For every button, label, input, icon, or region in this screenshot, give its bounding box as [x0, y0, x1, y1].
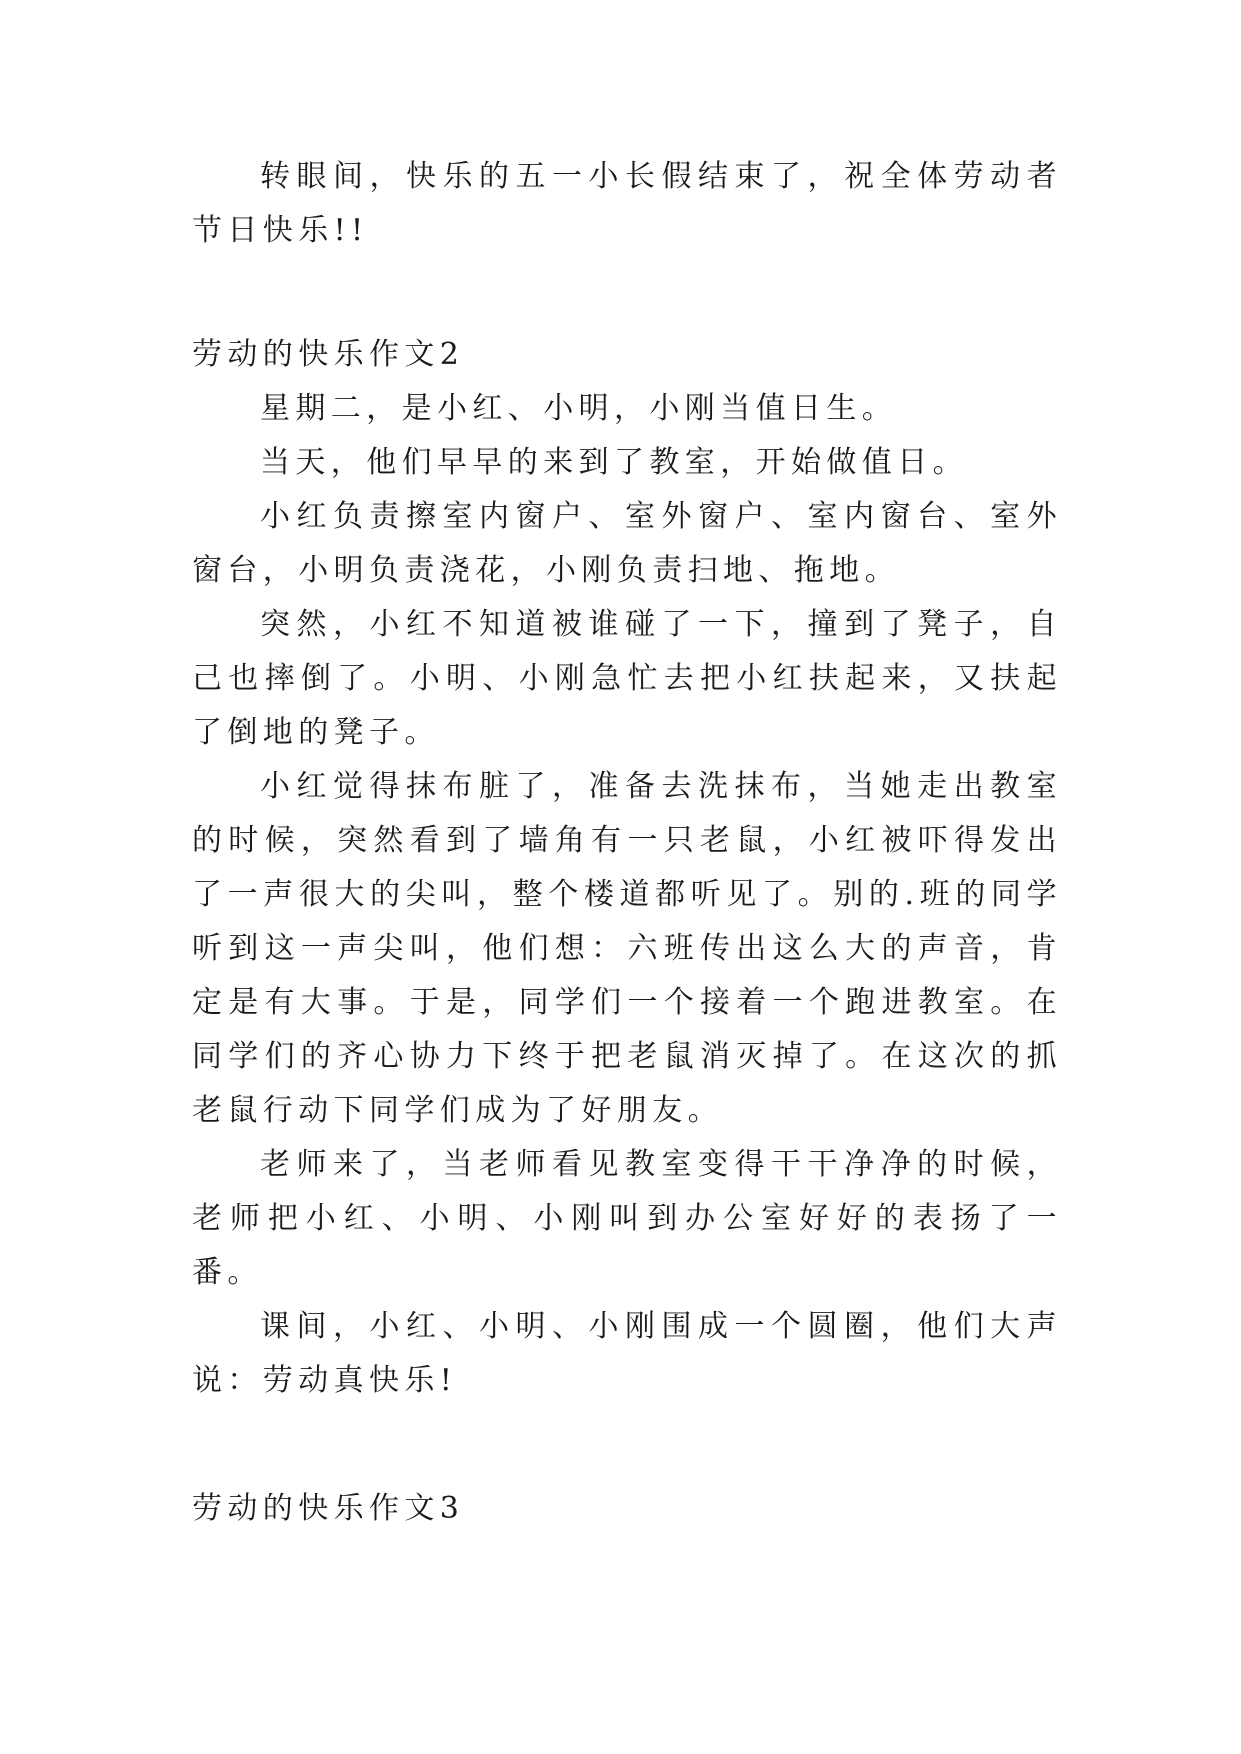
essay-heading-3: 劳动的快乐作文3 [192, 1491, 465, 1526]
document-body [192, 150, 1062, 1536]
paragraph: 课间，小红、小明、小刚围成一个圆圈，他们大声说：劳动真快乐! [192, 1309, 1062, 1398]
essay-heading-2: 劳动的快乐作文2 [192, 337, 465, 372]
paragraph: 突然，小红不知道被谁碰了一下，撞到了凳子，自己也摔倒了。小明、小刚急忙去把小红扶起来，又扶起了倒地的凳子。 [192, 607, 1062, 750]
paragraph: 当天，他们早早的来到了教室，开始做值日。 [260, 445, 968, 480]
paragraph: 小红负责擦室内窗户、室外窗户、室内窗台、室外窗台，小明负责浇花，小刚负责扫地、拖地。 [192, 499, 1062, 588]
paragraph-intro: 转眼间，快乐的五一小长假结束了，祝全体劳动者节日快乐!! [192, 159, 1062, 248]
paragraph: 老师来了，当老师看见教室变得干干净净的时候，老师把小红、小明、小刚叫到办公室好好的表扬了一番。 [192, 1147, 1062, 1290]
paragraph: 星期二，是小红、小明，小刚当值日生。 [260, 391, 898, 426]
paragraph: 小红觉得抹布脏了，准备去洗抹布，当她走出教室的时候，突然看到了墙角有一只老鼠，小红被吓得发出了一声很大的尖叫，整个楼道都听见了。别的.班的同学听到这一声尖叫，他们想：六班传出这么大的声音，肯定是有大事。于是，同学们一个接着一个跑进教室。在同学们的齐心协力下终于把老鼠消灭掉了。在这次的抓老鼠行动下同学们成为了好朋友。 [192, 769, 1062, 1128]
